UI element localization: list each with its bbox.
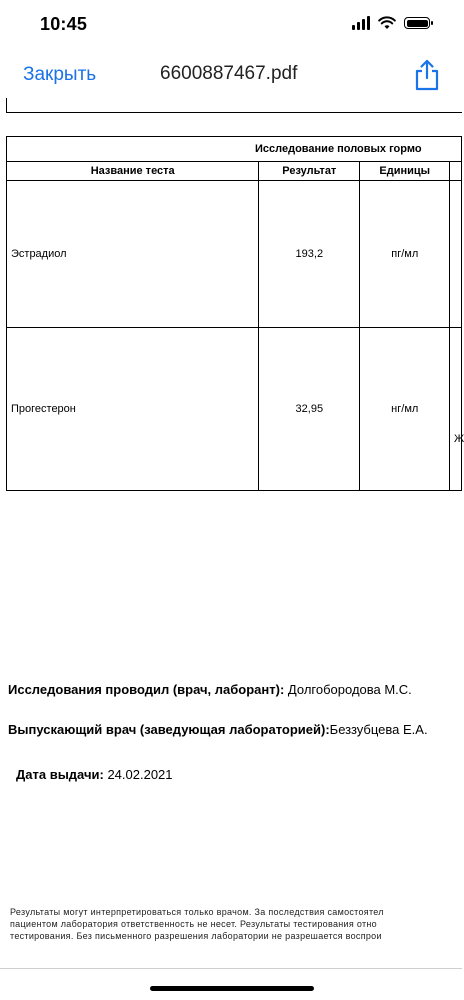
cut-off-text: Ж xyxy=(454,433,464,445)
disclaimer-text xyxy=(10,906,384,942)
performed-by-line xyxy=(8,682,412,697)
column-header-cut xyxy=(450,162,462,181)
issue-date-value: 24.02.2021 xyxy=(107,767,173,782)
performed-by-value: Долгобородова М.С. xyxy=(287,682,412,697)
home-indicator[interactable] xyxy=(150,986,314,991)
test-name-cell: Прогестерон xyxy=(7,328,259,491)
status-icons xyxy=(352,16,430,30)
document-file-name: 6600887467.pdf xyxy=(160,63,298,84)
disclaimer-line: Результаты могут интерпретироваться только врачом. За последствия самостоятел xyxy=(10,907,384,917)
table-row xyxy=(7,328,462,491)
issuing-doctor-value: Беззубцева Е.А. xyxy=(329,722,428,737)
result-cell: 193,2 xyxy=(259,181,360,328)
issue-date-line xyxy=(16,767,173,782)
cut-cell xyxy=(450,328,462,491)
column-header-test-name: Название теста xyxy=(7,162,259,181)
issue-date-label: Дата выдачи: xyxy=(16,767,104,782)
cellular-signal-icon xyxy=(352,16,370,30)
page-divider xyxy=(6,112,462,113)
pdf-document-view[interactable] xyxy=(0,98,462,978)
toolbar-divider xyxy=(0,968,462,969)
units-cell: пг/мл xyxy=(360,181,450,328)
share-icon[interactable] xyxy=(412,58,442,92)
issuing-doctor-label: Выпускающий врач (заведующая лабораторией): xyxy=(8,722,330,737)
nav-bar xyxy=(0,50,462,100)
units-cell: нг/мл xyxy=(360,328,450,491)
column-header-units: Единицы xyxy=(360,162,450,181)
close-button[interactable]: Закрыть xyxy=(23,64,97,85)
test-name-cell: Эстрадиол xyxy=(7,181,259,328)
page-border-tick xyxy=(6,98,7,112)
result-cell: 32,95 xyxy=(259,328,360,491)
column-header-result: Результат xyxy=(259,162,360,181)
disclaimer-line: тестирования. Без письменного разрешения лаборатории не разрешается воспрои xyxy=(10,931,382,941)
status-time: 10:45 xyxy=(40,14,88,34)
performed-by-label: Исследования проводил (врач, лаборант): xyxy=(8,682,285,697)
table-caption: Исследование половых гормо xyxy=(7,137,462,162)
wifi-icon xyxy=(378,16,396,30)
table-row xyxy=(7,181,462,328)
battery-icon xyxy=(404,17,430,29)
status-bar xyxy=(0,0,462,50)
hormone-results-table xyxy=(6,136,462,491)
issuing-doctor-line xyxy=(8,722,428,737)
disclaimer-line: пациентом лаборатория ответственность не несет. Результаты тестирования отно xyxy=(10,919,377,929)
cut-cell xyxy=(450,181,462,328)
